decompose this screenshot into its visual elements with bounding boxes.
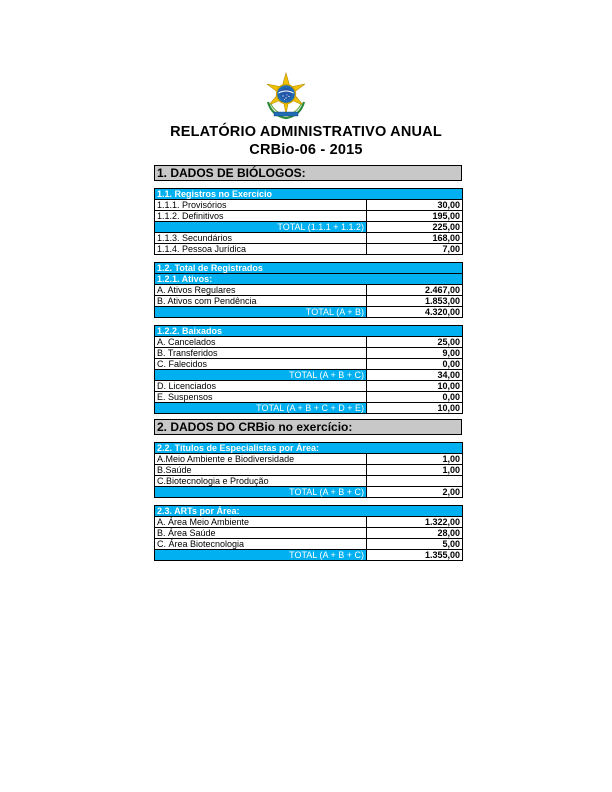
row-value: 10,00 (367, 381, 463, 392)
row-value: 30,00 (367, 200, 463, 211)
table-header-label: 1.2.2. Baixados (155, 326, 463, 337)
table-row (155, 359, 463, 370)
row-label: A. Área Meio Ambiente (155, 517, 367, 528)
row-value (367, 476, 463, 487)
table-row (155, 517, 463, 528)
row-label: E. Suspensos (155, 392, 367, 403)
row-value: 2.467,00 (367, 285, 463, 296)
table-row (155, 348, 463, 359)
total-value: 2,00 (367, 487, 463, 498)
total-row (155, 487, 463, 498)
row-value: 0,00 (367, 359, 463, 370)
total-label: TOTAL (A + B + C + D + E) (155, 403, 367, 414)
table-baixados (154, 325, 463, 414)
total-label: TOTAL (1.1.1 + 1.1.2) (155, 222, 367, 233)
total-label: TOTAL (A + B) (155, 307, 367, 318)
table-header-label: 1.2. Total de Registrados (155, 263, 463, 274)
table-total-registrados (154, 262, 463, 318)
table-row (155, 465, 463, 476)
table-titulos-especialistas (154, 442, 463, 498)
table-row (155, 454, 463, 465)
table-subheader-label: 1.2.1. Ativos: (155, 274, 463, 285)
table-row (155, 539, 463, 550)
total-row (155, 307, 463, 318)
row-label: B. Ativos com Pendência (155, 296, 367, 307)
table-header-label: 1.1. Registros no Exercício (155, 189, 463, 200)
table-row (155, 200, 463, 211)
row-label: B. Transferidos (155, 348, 367, 359)
total-label: TOTAL (A + B + C) (155, 487, 367, 498)
report-subtitle: CRBio-06 - 2015 (249, 142, 363, 158)
table-registros-exercicio (154, 188, 463, 255)
table-header (155, 506, 463, 517)
total-row (155, 370, 463, 381)
table-row (155, 233, 463, 244)
row-value: 25,00 (367, 337, 463, 348)
row-label: 1.1.3. Secundários (155, 233, 367, 244)
row-label: 1.1.1. Provisórios (155, 200, 367, 211)
total-row (155, 550, 463, 561)
row-label: C.Biotecnologia e Produção (155, 476, 367, 487)
row-label: 1.1.2. Definitivos (155, 211, 367, 222)
total-label: TOTAL (A + B + C) (155, 550, 367, 561)
row-value: 0,00 (367, 392, 463, 403)
row-value: 1,00 (367, 465, 463, 476)
table-row (155, 285, 463, 296)
row-value: 1,00 (367, 454, 463, 465)
row-value: 28,00 (367, 528, 463, 539)
table-row (155, 528, 463, 539)
total-value: 1.355,00 (367, 550, 463, 561)
row-value: 195,00 (367, 211, 463, 222)
total-value: 4.320,00 (367, 307, 463, 318)
table-header (155, 443, 463, 454)
section-heading-crbio: 2. DADOS DO CRBio no exercício: (154, 419, 462, 435)
row-label: C. Área Biotecnologia (155, 539, 367, 550)
row-label: 1.1.4. Pessoa Jurídica (155, 244, 367, 255)
section-heading-biologists: 1. DADOS DE BIÓLOGOS: (154, 165, 462, 181)
table-row (155, 337, 463, 348)
row-label: B. Área Saúde (155, 528, 367, 539)
table-header-label: 2.3. ARTs por Área: (155, 506, 463, 517)
report-content (154, 165, 462, 561)
row-value: 7,00 (367, 244, 463, 255)
total-label: TOTAL (A + B + C) (155, 370, 367, 381)
table-header (155, 326, 463, 337)
total-value: 34,00 (367, 370, 463, 381)
row-label: C. Falecidos (155, 359, 367, 370)
row-value: 9,00 (367, 348, 463, 359)
row-label: B.Saúde (155, 465, 367, 476)
row-value: 1.853,00 (367, 296, 463, 307)
row-value: 1.322,00 (367, 517, 463, 528)
table-header-label: 2.2. Títulos de Especialistas por Área: (155, 443, 463, 454)
table-arts-por-area (154, 505, 463, 561)
row-label: A. Cancelados (155, 337, 367, 348)
table-header (155, 263, 463, 274)
table-row (155, 211, 463, 222)
row-value: 168,00 (367, 233, 463, 244)
total-row (155, 222, 463, 233)
table-row (155, 296, 463, 307)
table-row (155, 244, 463, 255)
total-value: 10,00 (367, 403, 463, 414)
table-header (155, 189, 463, 200)
table-row (155, 476, 463, 487)
total-value: 225,00 (367, 222, 463, 233)
table-row (155, 381, 463, 392)
row-value: 5,00 (367, 539, 463, 550)
row-label: D. Licenciados (155, 381, 367, 392)
table-row (155, 392, 463, 403)
brazil-coat-of-arms-icon (262, 72, 310, 120)
report-title: RELATÓRIO ADMINISTRATIVO ANUAL (170, 124, 442, 140)
total-row (155, 403, 463, 414)
row-label: A.Meio Ambiente e Biodiversidade (155, 454, 367, 465)
row-label: A. Ativos Regulares (155, 285, 367, 296)
table-subheader (155, 274, 463, 285)
